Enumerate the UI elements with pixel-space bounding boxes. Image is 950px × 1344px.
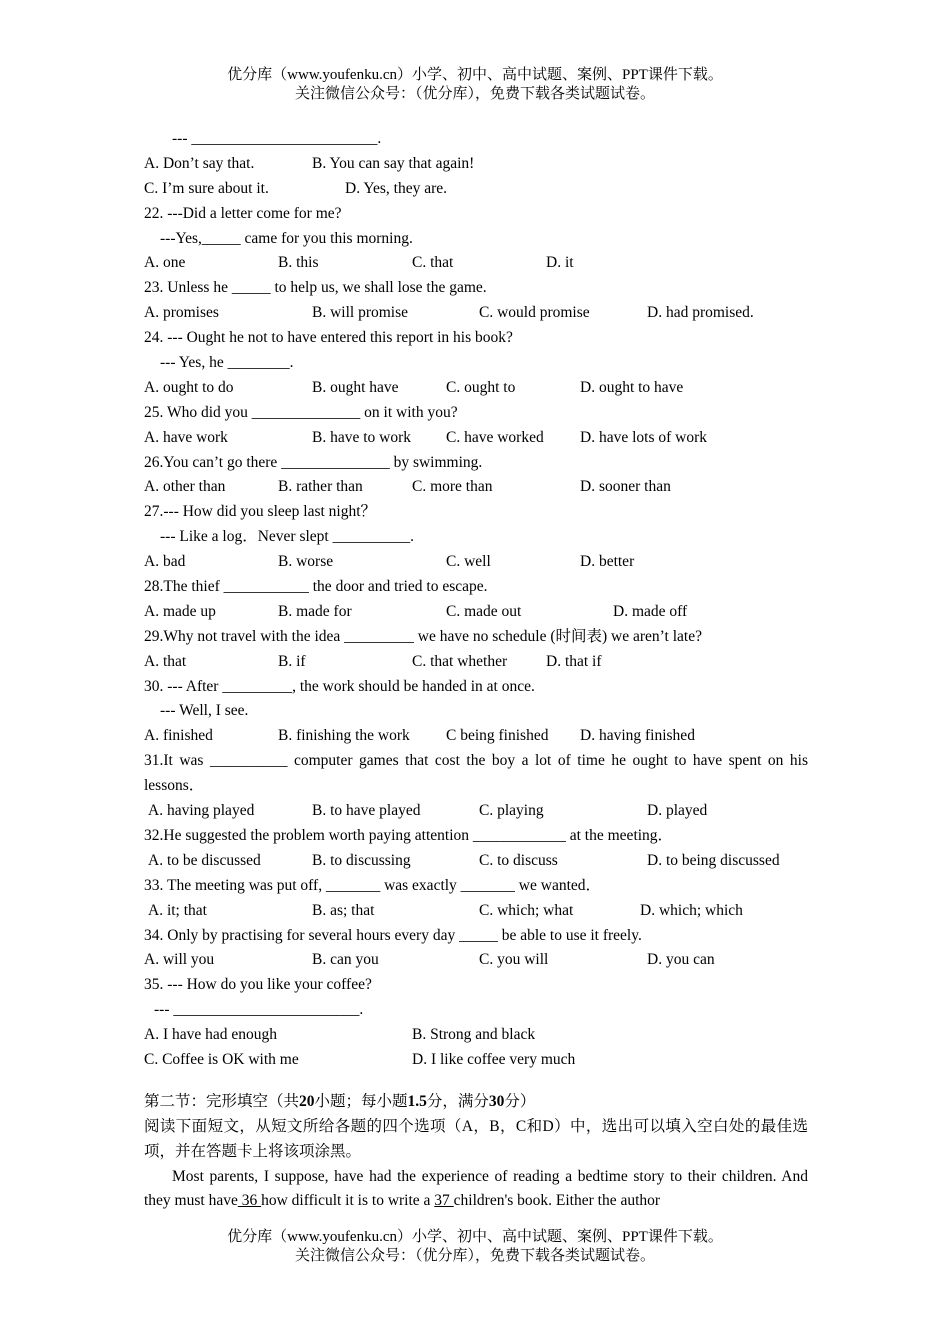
q35-option-c: C. Coffee is OK with me <box>144 1050 299 1068</box>
q33-options <box>144 899 808 924</box>
q25-option-a: A. have work <box>144 428 228 446</box>
q22-options <box>144 251 808 276</box>
q21-option-a: A. Don’t say that. <box>144 154 255 172</box>
q25-option-c: C. have worked <box>446 428 544 446</box>
q25-stem: 25. Who did you ______________ on it with you? <box>144 403 458 421</box>
q27-option-a: A. bad <box>144 553 186 571</box>
passage-text-c: children's book. Either the author <box>453 1192 661 1210</box>
section2-count: 20 <box>299 1092 315 1110</box>
footer-line-2: 关注微信公众号：（优分库），免费下载各类试题试卷。 <box>294 1248 655 1264</box>
header-line-1: 优分库（www.youfenku.cn）小学、初中、高中试题、案例、PPT课件下载。 <box>227 67 723 83</box>
q31-option-c: C. playing <box>479 802 544 820</box>
q33-option-b: B. as; that <box>312 901 375 919</box>
q22-reply: ---Yes,_____ came for you this morning. <box>160 229 413 247</box>
q33-option-d: D. which; which <box>640 901 743 919</box>
q21-option-c: C. I’m sure about it. <box>144 179 269 197</box>
q23-stem: 23. Unless he _____ to help us, we shall lose the game. <box>144 279 487 297</box>
q22-option-c: C. that <box>412 254 454 272</box>
q33-stem: 33. The meeting was put off, _______ was exactly _______ we wanted． <box>144 876 602 894</box>
q35-reply: --- ________________________. <box>154 1001 364 1019</box>
q35-option-d: D. I like coffee very much <box>412 1050 576 1068</box>
q23-option-d: D. had promised. <box>647 304 754 322</box>
q28-option-d: D. made off <box>613 602 688 620</box>
exam-content <box>144 127 808 1214</box>
q25-options <box>144 426 808 451</box>
q26-option-b: B. rather than <box>278 478 363 496</box>
section2-title-pre: 第二节：完形填空（共 <box>144 1092 300 1110</box>
footer-line-1: 优分库（www.youfenku.cn）小学、初中、高中试题、案例、PPT课件下载。 <box>227 1229 723 1245</box>
q29-option-c: C. that whether <box>412 652 508 670</box>
q35-options-row-1 <box>144 1023 808 1048</box>
section2-title-mid2: 分，满分 <box>426 1092 489 1110</box>
page-header <box>0 66 950 104</box>
q27-stem: 27.--- How did you sleep last night？ <box>144 503 377 521</box>
q32-stem: 32.He suggested the problem worth paying attention ____________ at the meeting． <box>144 826 674 844</box>
section2-points: 1.5 <box>407 1092 427 1110</box>
q28-option-c: C. made out <box>446 602 522 620</box>
q33-option-a: A. it; that <box>148 901 207 919</box>
q35-option-a: A. I have had enough <box>144 1026 277 1044</box>
q30-reply: --- Well, I see. <box>160 702 249 720</box>
q28-stem: 28.The thief ___________ the door and tried to escape. <box>144 578 488 596</box>
q30-option-b: B. finishing the work <box>278 727 410 745</box>
q34-options <box>144 948 808 973</box>
q26-option-c: C. more than <box>412 478 493 496</box>
q24-option-b: B. ought have <box>312 378 399 396</box>
section2-instruction: 阅读下面短文，从短文所给各题的四个选项（A，B，C和D）中，选出可以填入空白处的最佳选项，并在答题卡上将该项涂黑。 <box>144 1117 808 1160</box>
q21-options-row-2 <box>144 177 808 202</box>
q25-option-d: D. have lots of work <box>580 428 707 446</box>
q29-option-d: D. that if <box>546 652 602 670</box>
q22-option-d: D. it <box>546 254 574 272</box>
q31-options <box>144 799 808 824</box>
q31-option-d: D. played <box>647 802 708 820</box>
q29-stem: 29.Why not travel with the idea _________ we have no schedule (时间表) we aren’t late? <box>144 627 702 645</box>
q32-option-d: D. to being discussed <box>647 851 780 869</box>
q30-options <box>144 724 808 749</box>
q30-option-a: A. finished <box>144 727 213 745</box>
q27-reply: --- Like a log．Never slept __________. <box>160 528 414 546</box>
q35-stem: 35. --- How do you like your coffee? <box>144 976 372 994</box>
blank-36: 36 <box>237 1192 262 1210</box>
q29-option-a: A. that <box>144 652 187 670</box>
q34-stem: 34. Only by practising for several hours every day _____ be able to use it freely. <box>144 926 642 944</box>
q26-option-d: D. sooner than <box>580 478 671 496</box>
q31-option-a: A. having played <box>148 802 255 820</box>
q26-option-a: A. other than <box>144 478 226 496</box>
q27-options <box>144 550 808 575</box>
q27-option-b: B. worse <box>278 553 334 571</box>
q25-option-b: B. have to work <box>312 428 412 446</box>
q31-option-b: B. to have played <box>312 802 421 820</box>
q23-options <box>144 301 808 326</box>
q27-option-c: C. well <box>446 553 491 571</box>
q34-option-b: B. can you <box>312 951 379 969</box>
q35-options-row-2 <box>144 1048 808 1073</box>
q21-option-d: D. Yes, they are. <box>345 179 448 197</box>
q32-option-a: A. to be discussed <box>148 851 261 869</box>
q24-option-c: C. ought to <box>446 378 516 396</box>
page-footer <box>0 1228 950 1266</box>
q23-option-b: B. will promise <box>312 304 409 322</box>
q22-stem: 22. ---Did a letter come for me? <box>144 204 342 222</box>
section-gap <box>144 1073 808 1090</box>
q29-option-b: B. if <box>278 652 306 670</box>
q21-answer-line: --- ________________________. <box>172 130 382 147</box>
q27-option-d: D. better <box>580 553 635 571</box>
section2-title-mid1: 小题；每小题 <box>314 1092 408 1110</box>
q24-stem: 24. --- Ought he not to have entered this report in his book? <box>144 329 513 347</box>
q24-option-d: D. ought to have <box>580 378 684 396</box>
q26-stem: 26.You can’t go there ______________ by swimming. <box>144 453 483 471</box>
q23-option-a: A. promises <box>144 304 219 322</box>
q22-option-a: A. one <box>144 254 186 272</box>
q32-options <box>144 849 808 874</box>
q34-option-d: D. you can <box>647 951 715 969</box>
q24-options <box>144 376 808 401</box>
q23-option-c: C. would promise <box>479 304 590 322</box>
q28-option-b: B. made for <box>278 602 352 620</box>
q30-stem: 30. --- After _________, the work should be handed in at once. <box>144 677 535 695</box>
q21-options-row-1 <box>144 152 808 177</box>
q21-option-b: B. You can say that again! <box>312 154 475 172</box>
passage-text-a: Most parents, I suppose, have had the experience of reading a bedtime story to their children. And they must have <box>144 1167 808 1210</box>
q34-option-a: A. will you <box>144 951 215 969</box>
blank-37: 37 <box>434 1192 454 1210</box>
section2-total: 30 <box>488 1092 505 1110</box>
q35-option-b: B. Strong and black <box>412 1026 536 1044</box>
section2-title-post: 分） <box>504 1092 536 1110</box>
q33-option-c: C. which; what <box>479 901 574 919</box>
q22-option-b: B. this <box>278 254 319 272</box>
q29-options <box>144 650 808 675</box>
header-line-2: 关注微信公众号：（优分库），免费下载各类试题试卷。 <box>294 86 655 102</box>
q32-option-c: C. to discuss <box>479 851 558 869</box>
q28-options <box>144 600 808 625</box>
section2-title <box>144 1090 808 1115</box>
passage-text-b: how difficult it is to write a <box>261 1192 435 1210</box>
q26-options <box>144 475 808 500</box>
q34-option-c: C. you will <box>479 951 549 969</box>
q30-option-c: C being finished <box>446 727 549 745</box>
q32-option-b: B. to discussing <box>312 851 411 869</box>
q24-reply: --- Yes, he ________. <box>160 354 294 372</box>
q28-option-a: A. made up <box>144 602 216 620</box>
cloze-passage <box>144 1165 808 1215</box>
q30-option-d: D. having finished <box>580 727 695 745</box>
q31-stem: 31.It was __________ computer games that cost the boy a lot of time he ought to have spent on his lessons． <box>144 752 808 795</box>
q24-option-a: A. ought to do <box>144 378 234 396</box>
